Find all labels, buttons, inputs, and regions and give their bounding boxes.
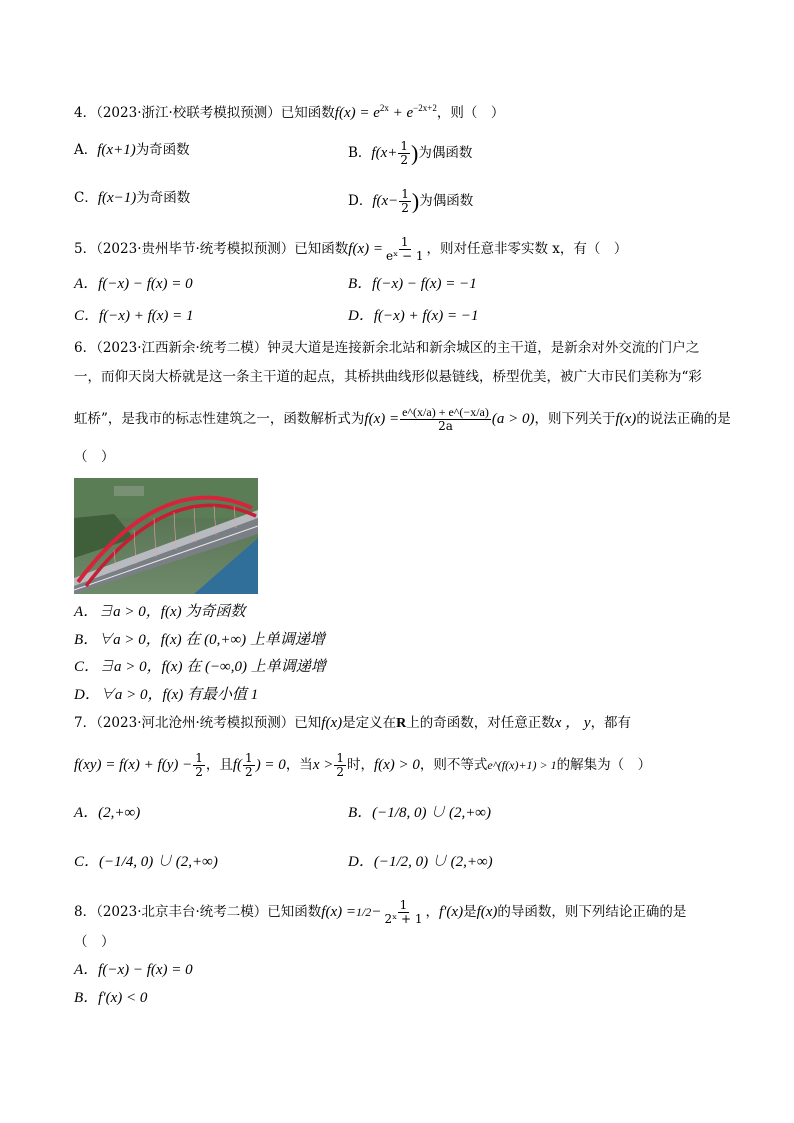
q7-line-1: 7．（2023·河北沧州·统考模拟预测）已知f(x)是定义在R上的奇函数，对任意正数x ， y，都有 [74, 715, 632, 731]
q4-option-c[interactable]: C．f(x−1)为奇函数 [74, 190, 191, 206]
q8-option-a[interactable]: A．f(−x) − f(x) = 0 [74, 962, 193, 978]
q5-option-b[interactable]: B．f(−x) − f(x) = −1 [348, 276, 477, 292]
q6-option-b[interactable]: B．∀a > 0，f(x) 在 (0,+∞) 上单调递增 [74, 632, 325, 648]
q7-option-b[interactable]: B．(−1/8, 0) ∪ (2,+∞) [348, 805, 491, 821]
q6-option-d[interactable]: D．∀a > 0，f(x) 有最小值 1 [74, 687, 259, 703]
q8-line-1: 8．（2023·北京丰台·统考二模）已知函数f(x) =1/2− $\frac{1}{\text{2ˣ + 1}}$ ，f′(x)是f(x)的导函数，则下列结论正确的是 [74, 898, 687, 926]
q6-answer-paren: （ ） [74, 449, 115, 465]
q4-stem: 4．（2023·浙江·校联考模拟预测）已知函数$f(x) = e^{2x} + e^{-2x+2}$，则（ ） [74, 103, 505, 121]
q5-option-d[interactable]: D．f(−x) + f(x) = −1 [348, 308, 479, 324]
q6-line-3: 虹桥”，是我市的标志性建筑之一，函数解析式为f(x) = $\frac{e\^{}(x/a) + e\^{}(-x/a)}{2a}$ (a > 0)，则下列关于f(x)的说法正确的是 [74, 405, 731, 433]
q6-option-a[interactable]: A．∃a > 0，f(x) 为奇函数 [74, 604, 246, 620]
q5-stem: 5．（2023·贵州毕节·统考模拟预测）已知函数f(x) = $\frac{1}{\text{eˣ − 1}}$ ，则对任意非零实数 x，有（ ） [74, 235, 628, 263]
q4-option-a[interactable]: A．f(x+1)为奇函数 [74, 142, 190, 158]
q8-answer-paren: （ ） [74, 934, 115, 950]
q8-option-b[interactable]: B．f′(x) < 0 [74, 990, 148, 1006]
q5-option-a[interactable]: A．f(−x) − f(x) = 0 [74, 276, 193, 292]
q4-option-b[interactable]: B．f(x+ $\frac{1}{2}$ )为偶函数 [348, 139, 473, 167]
q6-option-c[interactable]: C．∃a > 0，f(x) 在 (−∞,0) 上单调递增 [74, 659, 326, 675]
q6-line-2: 一，而仰天岗大桥就是这一条主干道的起点，其桥拱曲线形似悬链线，桥型优美，被广大市民们美称为“彩 [74, 369, 702, 385]
q7-line-2: f(xy) = f(x) + f(y) − $\frac{1}{2}$ ，且f( $\frac{1}{2}$ ) = 0，当x > $\frac{1}{2}$ 时，f(x) > 0，则不等式e^(f(x)+1) > 1的解集为（ ） [74, 751, 652, 779]
q7-option-a[interactable]: A．(2,+∞) [74, 805, 141, 821]
q6-line-1: 6．（2023·江西新余·统考二模）钟灵大道是连接新余北站和新余城区的主干道，是新余对外交流的门户之 [74, 340, 700, 356]
q7-option-d[interactable]: D．(−1/2, 0) ∪ (2,+∞) [348, 854, 493, 870]
q5-option-c[interactable]: C．f(−x) + f(x) = 1 [74, 308, 194, 324]
q7-option-c[interactable]: C．(−1/4, 0) ∪ (2,+∞) [74, 854, 218, 870]
q4-option-d[interactable]: D．f(x− $\frac{1}{2}$ )为偶函数 [348, 187, 474, 215]
bridge-photo [74, 478, 258, 594]
